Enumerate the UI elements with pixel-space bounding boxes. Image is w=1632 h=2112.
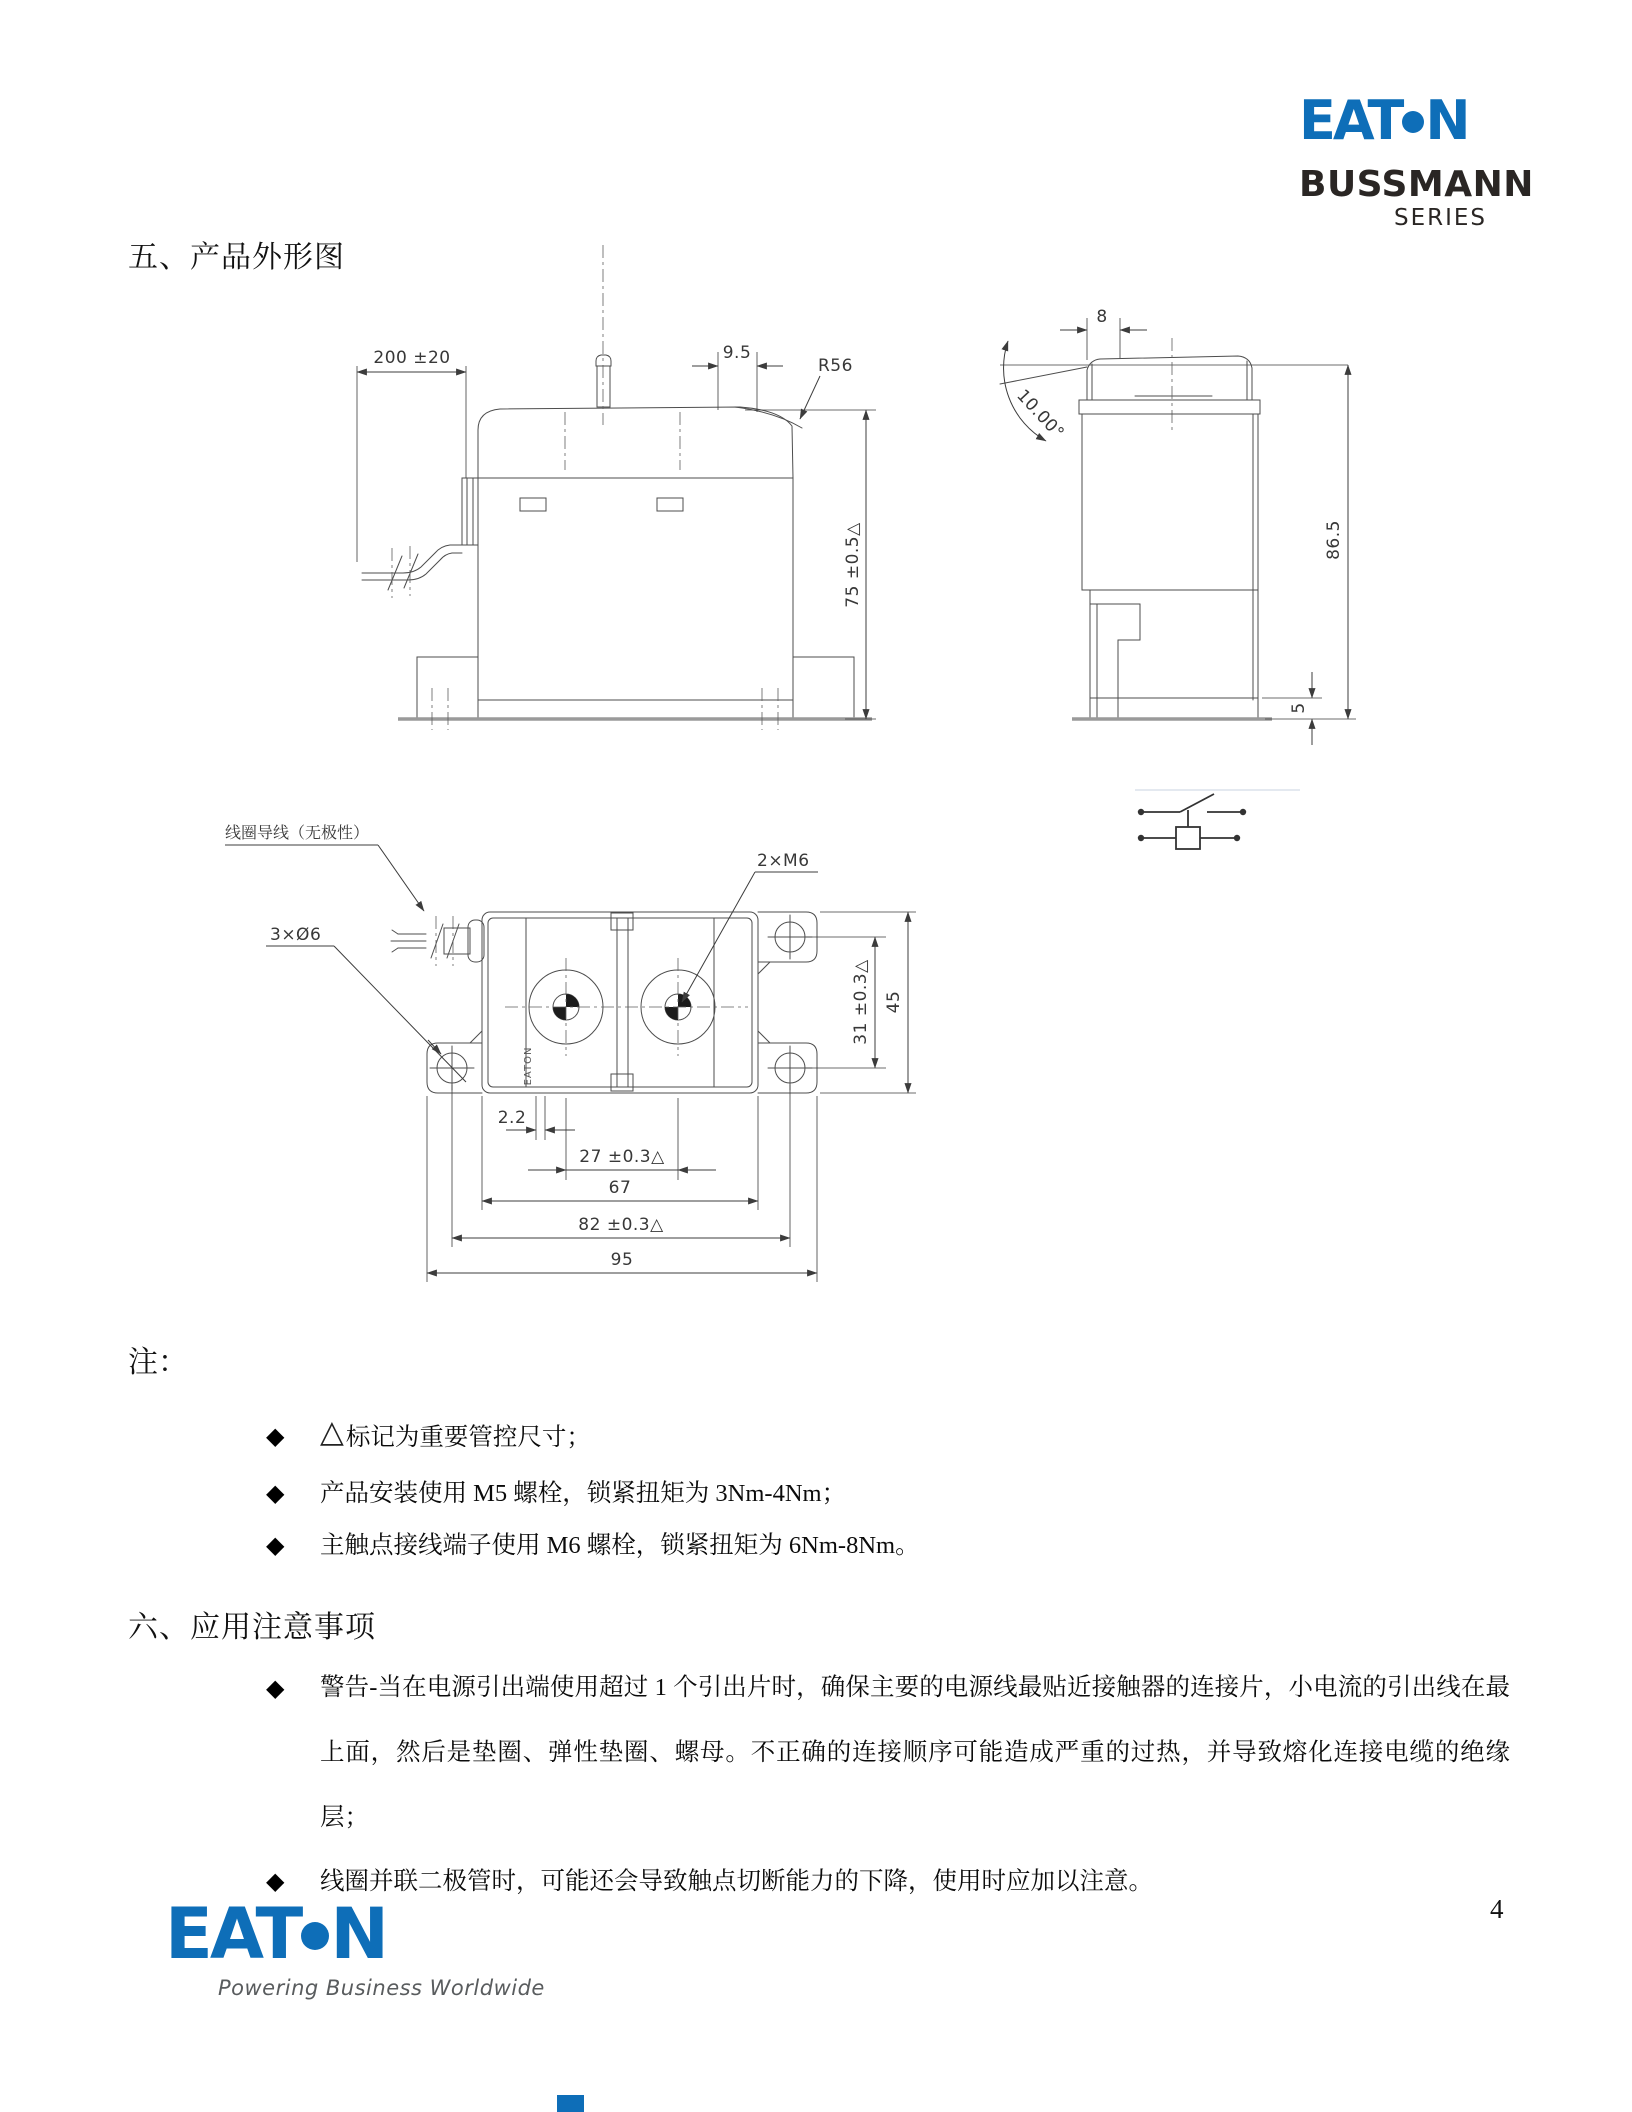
- dim-body-width: 67: [608, 1178, 632, 1198]
- side-view: [1000, 307, 1356, 745]
- page-number: 4: [1490, 1894, 1504, 1924]
- dim-top-width: 8: [1096, 307, 1108, 327]
- note-item: [266, 1477, 846, 1511]
- eaton-logo-text-n: N: [330, 1893, 386, 1975]
- bullet-diamond-icon: ◆: [266, 1869, 285, 1895]
- application-note-item: [266, 1865, 1510, 1899]
- dim-terminal-pitch-h: 27 ±0.3△: [579, 1147, 665, 1167]
- dim-mount-pitch: 82 ±0.3△: [578, 1215, 664, 1235]
- mounting-hole-icon: [430, 915, 812, 1090]
- dim-overall-width: 95: [610, 1250, 634, 1270]
- dim-top-height: 45: [884, 990, 904, 1014]
- section-six-title: 六、应用注意事项: [128, 1611, 376, 1644]
- dim-side-height: 86.5: [1324, 520, 1344, 560]
- holes-label: 3×Ø6: [270, 925, 322, 945]
- eaton-logo-text: EAT: [165, 1893, 301, 1975]
- note-item-text: 产品安装使用 M5 螺栓，锁紧扭矩为 3Nm-4Nm；: [320, 1480, 847, 1507]
- eaton-logo-text-n: N: [1425, 89, 1468, 152]
- eaton-tagline: Powering Business Worldwide: [218, 1976, 545, 2000]
- note-item: [266, 1414, 591, 1455]
- dim-pin-offset: 9.5: [722, 343, 752, 363]
- bullet-diamond-icon: ◆: [266, 1533, 285, 1559]
- dim-base-height: 5: [1289, 702, 1309, 714]
- radius-label: R56: [818, 356, 853, 376]
- eaton-logo-text: EAT: [1299, 89, 1402, 152]
- relay-schematic-icon: [1135, 790, 1300, 849]
- terminals-label: 2×M6: [757, 851, 810, 871]
- footer-brand: [165, 1893, 545, 2000]
- dim-terminal-pitch-v: 31 ±0.3△: [851, 959, 871, 1045]
- series-wordmark: SERIES: [1393, 205, 1487, 231]
- note-item: [266, 1529, 920, 1563]
- eaton-logo: [165, 1893, 545, 1975]
- dim-lead-length: 200 ±20: [373, 348, 451, 368]
- dim-body-height: 75 ±0.5△: [843, 522, 863, 608]
- application-note-text: 线圈并联二极管时，可能还会导致触点切断能力的下降，使用时应加以注意。: [320, 1868, 1153, 1895]
- dim-offset: 2.2: [497, 1108, 527, 1128]
- application-note-text: 警告-当在电源引出端使用超过 1 个引出片时，确保主要的电源线最贴近接触器的连接片，小电流的引出线在最上面，然后是垫圈、弹性垫圈、螺母。不正确的连接顺序可能造成严重的过热，并导致熔化连接电缆的绝缘层；: [320, 1674, 1510, 1831]
- section-five-title: 五、产品外形图: [128, 241, 345, 274]
- bullet-diamond-icon: ◆: [266, 1481, 285, 1507]
- footer-blue-mark: [557, 2095, 584, 2112]
- notes-label: 注：: [128, 1346, 188, 1379]
- bussmann-wordmark: BUSSMANN: [1299, 164, 1534, 205]
- note-item-text: 标记为重要管控尺寸；: [345, 1424, 591, 1451]
- application-note-item: [266, 1672, 1510, 1850]
- body-brand-mark: EATON: [523, 1046, 534, 1086]
- dim-angle: 10.00°: [1012, 385, 1069, 444]
- front-view: [357, 245, 876, 730]
- note-item-text: 主触点接线端子使用 M6 螺栓，锁紧扭矩为 6Nm-8Nm。: [320, 1532, 920, 1559]
- bullet-diamond-icon: ◆: [266, 1676, 285, 1702]
- top-view: [225, 823, 916, 1282]
- triangle-mark-icon: △: [320, 1414, 344, 1449]
- coil-wire-label: 线圈导线（无极性）: [225, 823, 370, 842]
- eaton-logo-dot-icon: [301, 1922, 329, 1950]
- bullet-diamond-icon: ◆: [266, 1424, 285, 1450]
